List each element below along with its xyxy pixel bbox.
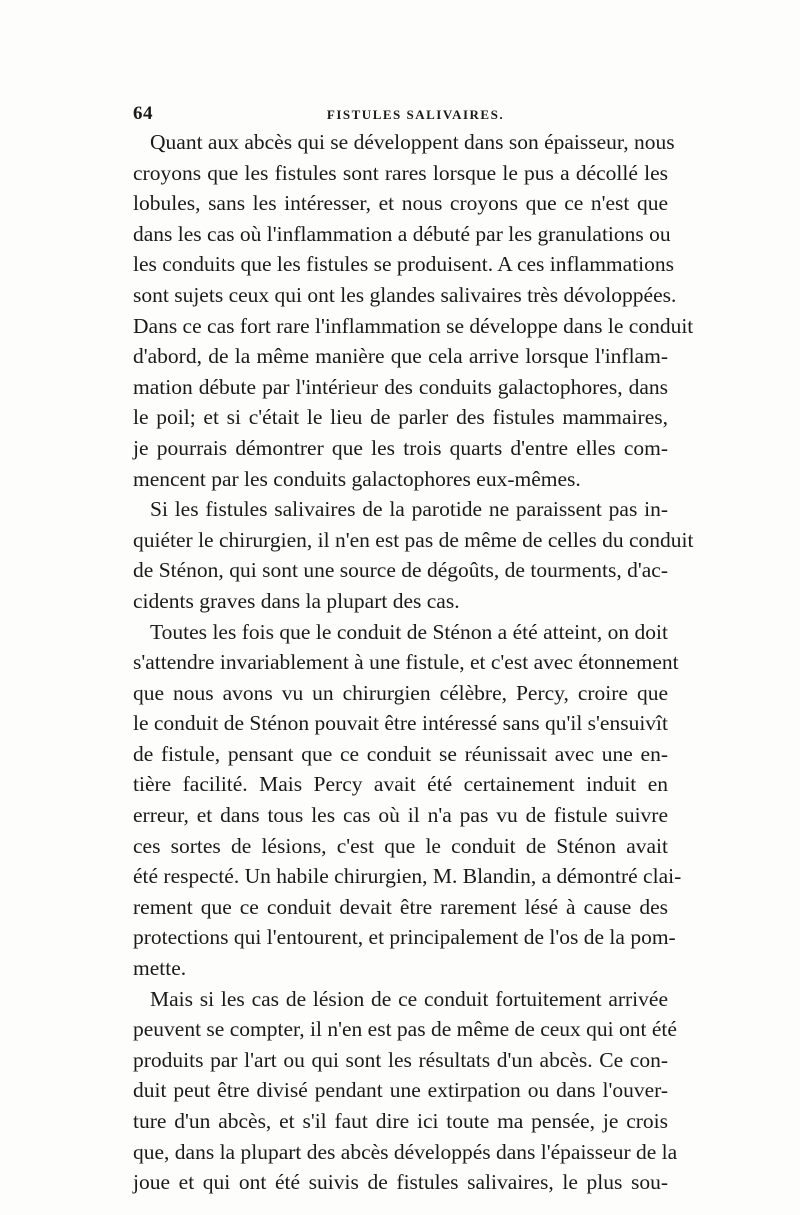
text-line: je pourrais démontrer que les trois quarts d'entre elles com- <box>133 435 668 460</box>
text-line: Mais si les cas de lésion de ce conduit fortuitement arrivée <box>150 986 668 1011</box>
text-line: sont sujets ceux qui ont les glandes salivaires très dévoloppées. <box>133 282 677 307</box>
text-line: produits par l'art ou qui sont les résultats d'un abcès. Ce con- <box>133 1047 668 1072</box>
text-line: s'attendre invariablement à une fistule, et c'est avec étonnement <box>133 650 679 675</box>
text-line: de fistule, pensant que ce conduit se réunissait avec une en- <box>133 741 668 766</box>
text-line: que nous avons vu un chirurgien célèbre, Percy, croire que <box>133 680 668 705</box>
text-line: rement que ce conduit devait être rarement lésé à cause des <box>133 894 668 919</box>
text-line: ture d'un abcès, et s'il faut dire ici toute ma pensée, je crois <box>133 1109 668 1133</box>
text-line: peuvent se compter, il n'en est pas de même de ceux qui ont été <box>133 1017 677 1042</box>
text-line: protections qui l'entourent, et principalement de l'os de la pom- <box>133 925 676 950</box>
text-line: joue et qui ont été suivis de fistules salivaires, le plus sou- <box>133 1170 668 1195</box>
text-line: ces sortes de lésions, c'est que le conduit de Sténon avait <box>133 833 668 858</box>
text-line: les conduits que les fistules se produisent. A ces inflammations <box>133 252 675 277</box>
text-line: cidents graves dans la plupart des cas. <box>133 588 460 613</box>
running-head <box>133 103 668 125</box>
text-line: quiéter le chirurgien, il n'en est pas de même de celles du conduit <box>133 527 694 552</box>
page-number: 64 <box>133 103 153 124</box>
text-line: lobules, sans les intéresser, et nous croyons que ce n'est que <box>133 191 668 216</box>
text-line: tière facilité. Mais Percy avait été certainement induit en <box>133 772 668 797</box>
body-text <box>133 127 694 1198</box>
text-line: Quant aux abcès qui se développent dans son épaisseur, nous <box>150 130 675 154</box>
text-line: de Sténon, qui sont une source de dégoûts, de tourments, d'ac- <box>133 558 668 583</box>
text-line: erreur, et dans tous les cas où il n'a pas vu de fistule suivre <box>133 803 668 828</box>
text-line: duit peut être divisé pendant une extirpation ou dans l'ouver- <box>133 1078 668 1103</box>
text-line: été respecté. Un habile chirurgien, M. Blandin, a démontré clai- <box>133 864 682 889</box>
text-line: mencent par les conduits galactophores eux-mêmes. <box>133 466 581 491</box>
text-line: dans les cas où l'inflammation a débuté par les granulations ou <box>133 221 671 246</box>
text-line: le poil; et si c'était le lieu de parler des fistules mammaires, <box>133 405 668 430</box>
text-line: le conduit de Sténon pouvait être intéressé sans qu'il s'ensuivît <box>133 711 668 736</box>
text-line: d'abord, de la même manière que cela arrive lorsque l'inflam- <box>133 344 668 369</box>
text-line: mation débute par l'intérieur des conduits galactophores, dans <box>133 374 668 399</box>
running-title: FISTULES SALIVAIRES. <box>326 107 505 122</box>
text-line: que, dans la plupart des abcès développés dans l'épaisseur de la <box>133 1139 678 1164</box>
text-line: Dans ce cas fort rare l'inflammation se développe dans le conduit <box>133 313 694 338</box>
text-line: Si les fistules salivaires de la parotide ne paraissent pas in- <box>150 497 668 522</box>
text-line: Toutes les fois que le conduit de Sténon a été atteint, on doit <box>150 619 668 644</box>
text-line: croyons que les fistules sont rares lorsque le pus a décollé les <box>133 160 668 185</box>
text-line: mette. <box>133 956 187 981</box>
